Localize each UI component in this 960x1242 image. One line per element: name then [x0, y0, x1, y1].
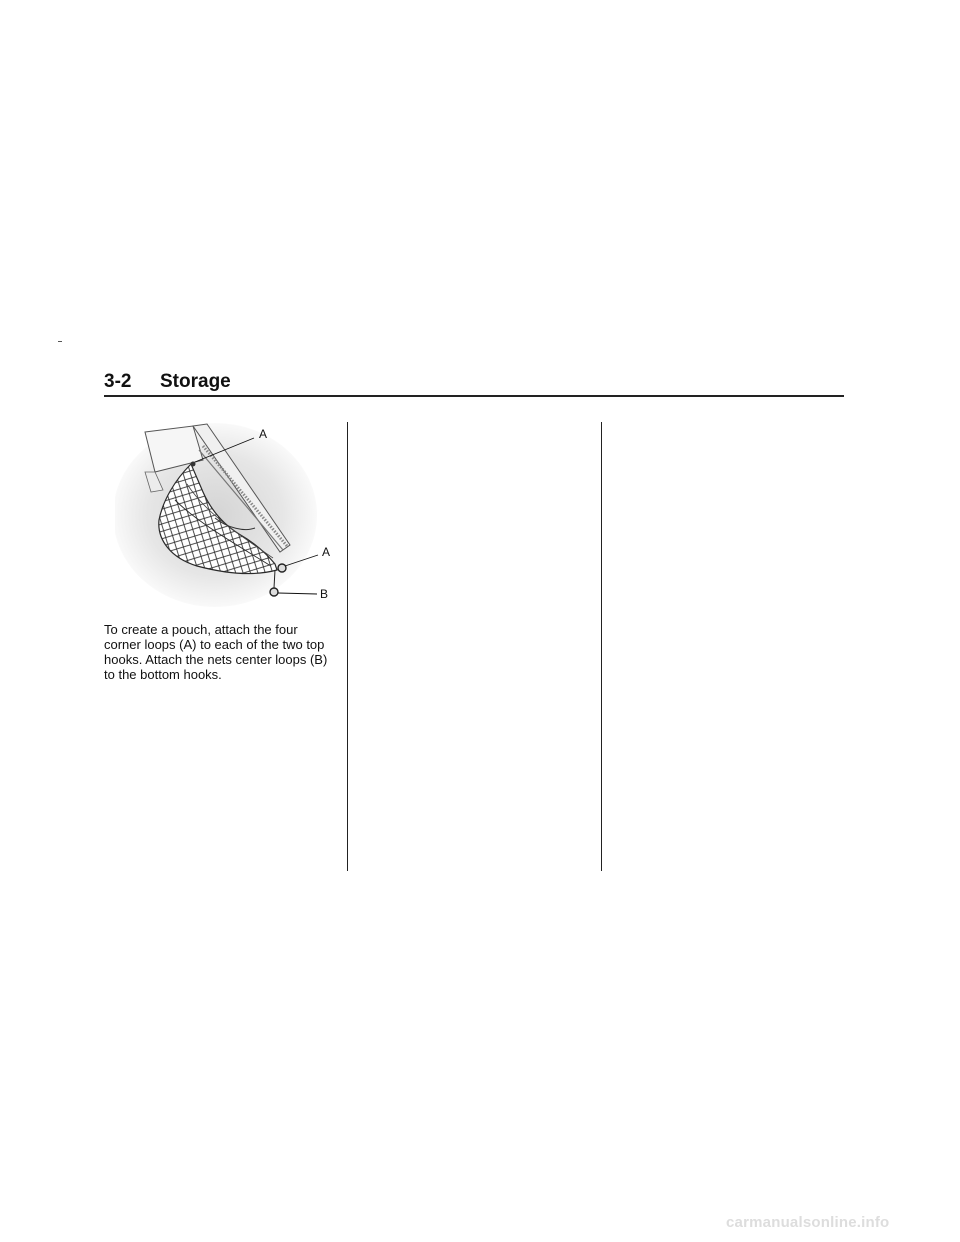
callout-line-b	[278, 593, 317, 594]
header-rule	[104, 395, 844, 397]
callout-label-a1: A	[259, 427, 268, 441]
top-hook-1	[191, 462, 196, 467]
callout-label-a2: A	[322, 545, 331, 559]
corner-crop-mark	[58, 341, 62, 342]
watermark: carmanualsonline.info	[726, 1214, 890, 1231]
cargo-net-drawing	[115, 420, 335, 610]
column-divider-2	[601, 422, 602, 871]
section-title: Storage	[160, 371, 231, 392]
column-divider-1	[347, 422, 348, 871]
page-number: 3-2	[104, 371, 132, 392]
callout-label-b: B	[320, 587, 329, 601]
bottom-hook	[270, 588, 278, 596]
cargo-net-illustration	[115, 420, 335, 610]
page-header	[104, 371, 844, 397]
instruction-paragraph: To create a pouch, attach the four corner loops (A) to each of the two top hooks. Attach the nets center loops (B) to the bottom hooks.	[104, 622, 328, 682]
top-hook-2	[278, 564, 286, 572]
